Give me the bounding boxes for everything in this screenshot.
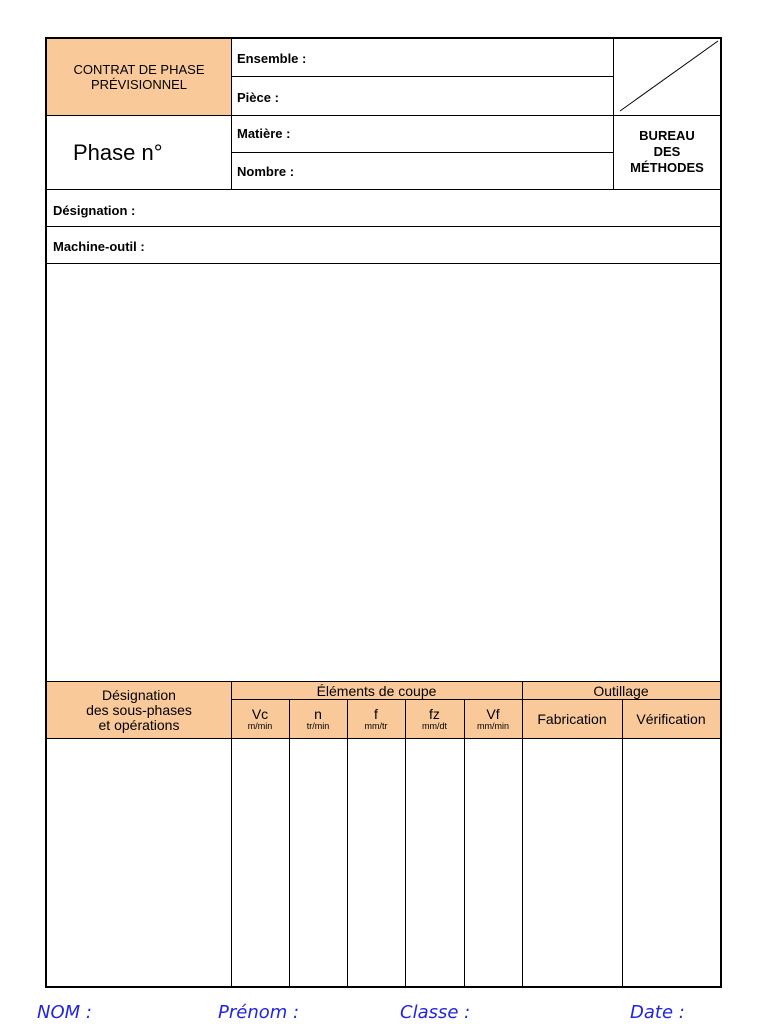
piece-label: Pièce : — [237, 90, 279, 105]
fz-unit: mm/dt — [421, 721, 447, 731]
vc-label: Vc — [251, 706, 269, 722]
divider — [231, 152, 613, 153]
footer-date-label: Date : — [630, 1002, 685, 1023]
title-cell — [47, 39, 231, 115]
operations-table-body[interactable] — [47, 739, 720, 986]
ensemble-label: Ensemble : — [237, 51, 307, 66]
fabrication-column-header: Fabrication — [537, 711, 607, 727]
bureau-line2: DES — [653, 144, 681, 159]
designation-header-line2: des sous-phases — [86, 701, 192, 718]
f-unit: mm/tr — [364, 721, 388, 731]
n-label: n — [314, 706, 322, 722]
form-title-line2: PRÉVISIONNEL — [90, 77, 188, 92]
fz-label: fz — [429, 706, 440, 722]
divider — [231, 39, 232, 189]
vf-column-header — [464, 700, 522, 738]
vf-unit: mm/min — [477, 721, 509, 731]
fz-column-header — [405, 700, 464, 738]
form-title-line1: CONTRAT DE PHASE — [73, 62, 205, 77]
designation-column-header — [47, 682, 231, 738]
machine-tool-label: Machine-outil : — [53, 239, 145, 254]
footer-classe-label: Classe : — [400, 1002, 471, 1023]
divider — [231, 76, 613, 77]
form-title — [74, 62, 205, 92]
matiere-label: Matière : — [237, 126, 291, 141]
sketch-area[interactable] — [47, 264, 720, 681]
bureau-line3: MÉTHODES — [630, 160, 704, 175]
phase-contract-sheet — [45, 37, 722, 988]
verification-column-header: Vérification — [636, 711, 706, 727]
diagonal-slash — [614, 39, 720, 115]
designation-label: Désignation : — [53, 203, 136, 218]
designation-header-line1: Désignation — [102, 686, 176, 703]
footer-prenom-label: Prénom : — [218, 1002, 300, 1023]
divider — [47, 226, 720, 227]
n-unit: tr/min — [306, 721, 330, 731]
nombre-label: Nombre : — [237, 164, 295, 179]
n-column-header — [289, 700, 347, 738]
divider — [47, 189, 720, 190]
bureau-cell — [614, 115, 720, 189]
cutting-elements-header: Éléments de coupe — [316, 682, 437, 699]
designation-header-line3: et opérations — [98, 716, 180, 733]
vc-unit: m/min — [247, 721, 273, 731]
bureau-line1: BUREAU — [639, 128, 695, 143]
f-label: f — [374, 706, 378, 722]
vc-column-header — [231, 700, 289, 738]
f-column-header — [347, 700, 405, 738]
footer-nom-label: NOM : — [37, 1002, 92, 1023]
tooling-header: Outillage — [593, 682, 649, 699]
vf-label: Vf — [486, 706, 500, 722]
phase-number-label: Phase n° — [73, 140, 163, 165]
